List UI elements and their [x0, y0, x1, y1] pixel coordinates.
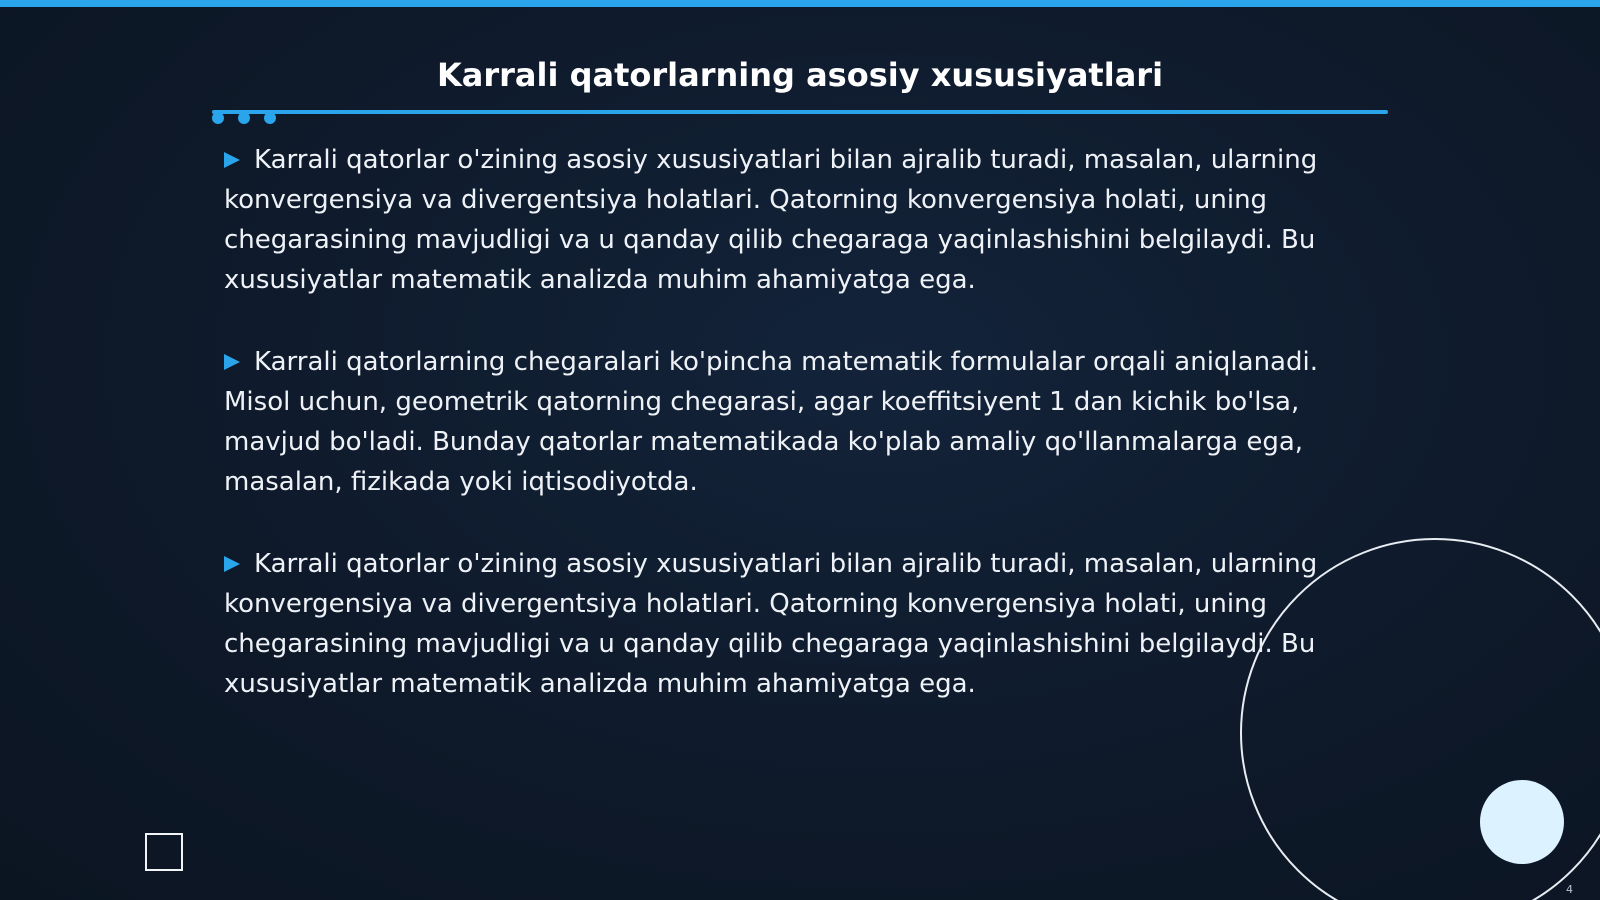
title-underline [212, 110, 1388, 114]
decor-dot [238, 112, 250, 124]
bullet-item [224, 342, 1364, 502]
bullet-text: Karrali qatorlar o'zining asosiy xususiyatlari bilan ajralib turadi, masalan, ularning konvergensiya va divergentsiya holatlari. Qatorning konvergensiya holati, uning chegarasining mavjudligi va u qanday qilib chegaraga yaqinlashishini belgilaydi. Bu xususiyatlar matematik analizda muhim ahamiyatga ega. [224, 549, 1318, 699]
top-accent-bar [0, 0, 1600, 7]
bullet-text: Karrali qatorlar o'zining asosiy xususiyatlari bilan ajralib turadi, masalan, ularning konvergensiya va divergentsiya holatlari. Qatorning konvergensiya holati, uning chegarasining mavjudligi va u qanday qilib chegaraga yaqinlashishini belgilaydi. Bu xususiyatlar matematik analizda muhim ahamiyatga ega. [224, 145, 1318, 295]
bullet-text: Karrali qatorlarning chegaralari ko'pincha matematik formulalar orqali aniqlanadi. Misol uchun, geometrik qatorning chegarasi, agar koeffitsiyent 1 dan kichik bo'lsa, mavjud bo'ladi. Bunday qatorlar matematikada ko'plab amaliy qo'llanmalarga ega, masalan, fizikada yoki iqtisodiyotda. [224, 347, 1318, 497]
decor-filled-circle [1480, 780, 1564, 864]
bullet-item [224, 140, 1364, 300]
bullet-list [224, 140, 1364, 746]
decor-dot [264, 112, 276, 124]
slide-title: Karrali qatorlarning asosiy xususiyatlari [436, 56, 1164, 94]
decor-dot [212, 112, 224, 124]
triangle-right-icon [224, 141, 240, 159]
page-number: 4 [1566, 883, 1573, 896]
triangle-right-icon [224, 343, 240, 361]
decor-square [145, 833, 183, 871]
triangle-right-icon [224, 545, 240, 563]
bullet-item [224, 544, 1364, 704]
